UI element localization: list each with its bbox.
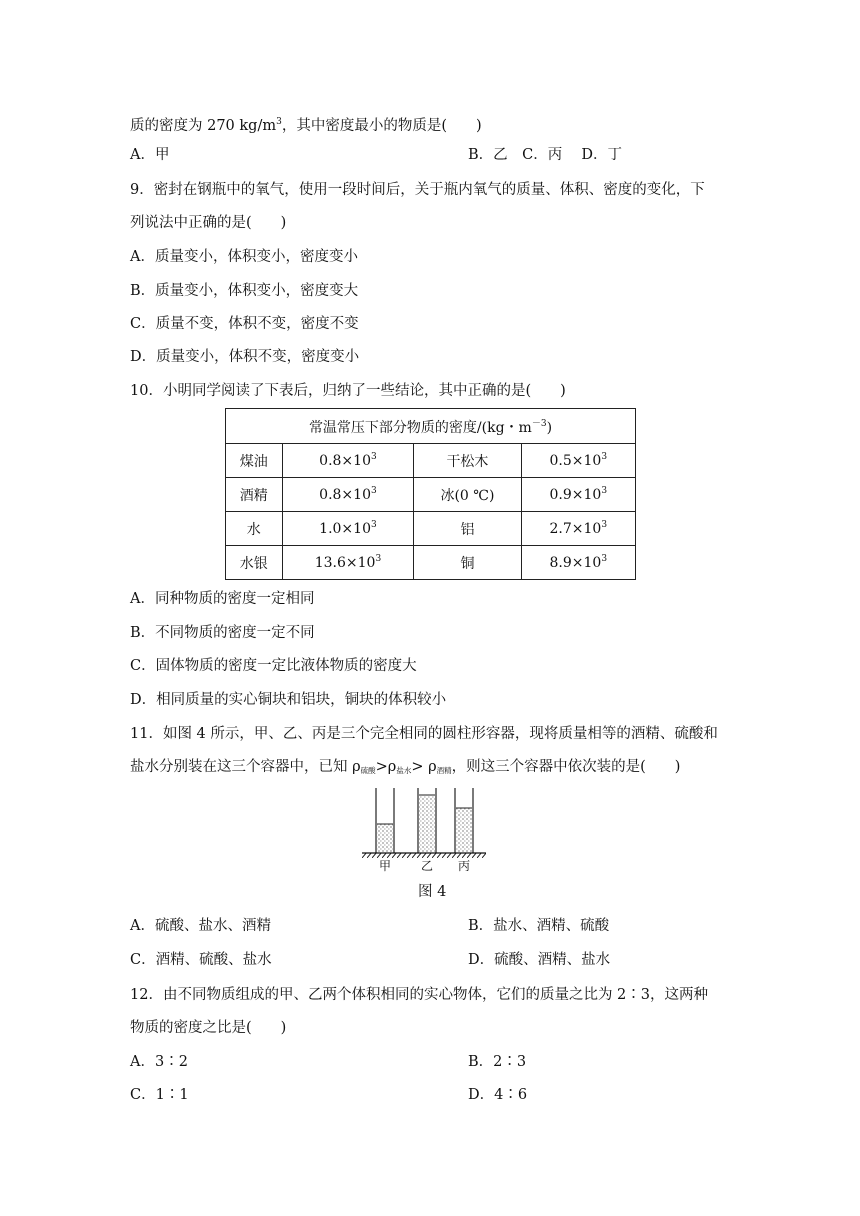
density-value: $2.7\times 10^3$: [521, 512, 635, 546]
q12-stem-line1: 12．由不同物质组成的甲、乙两个体积相同的实心物体，它们的质量之比为 2∶3，这两种: [130, 987, 709, 1003]
table-row: [226, 444, 636, 478]
q11-stem-line1: 11．如图 4 所示，甲、乙、丙是三个完全相同的圆柱形容器，现将质量相等的酒精、硫酸和: [130, 726, 718, 742]
q12-stem-line2: 物质的密度之比是( ): [130, 1020, 287, 1036]
density-table: [225, 408, 636, 580]
density-value: $0.8\times 10^3$: [282, 478, 414, 512]
q9-option-a: A．质量变小，体积变小，密度变小: [130, 249, 358, 265]
q9-option-c: C．质量不变，体积不变，密度不变: [130, 316, 359, 332]
q10-option-a: A．同种物质的密度一定相同: [130, 591, 315, 607]
density-value: $13.6\times 10^3$: [282, 546, 414, 580]
q11-option-a: A．硫酸、盐水、酒精: [130, 918, 271, 934]
q8-stem-continuation: 质的密度为 270 $kg/m^3$，其中密度最小的物质是( ): [130, 117, 482, 134]
q12-option-a: A．3∶2: [130, 1054, 188, 1070]
q12-option-d: D．4∶6: [468, 1087, 528, 1103]
q8-options-bcd: B．乙 C．丙 D．丁: [468, 147, 622, 163]
q11-option-d: D．硫酸、酒精、盐水: [468, 952, 611, 968]
q10-option-b: B．不同物质的密度一定不同: [130, 625, 315, 641]
q9-stem-line1: 9．密封在钢瓶中的氧气，使用一段时间后，关于瓶内氧气的质量、体积、密度的变化，下: [130, 182, 705, 198]
density-table-title: 常温常压下部分物质的密度/(kg・$m^{-3}$): [226, 409, 636, 444]
q11-stem-line2: 盐水分别装在这三个容器中，已知 $\rho_{硫酸}>\rho_{盐水}> \rho_{酒精}$，则这三个容器中依次装的是( ): [130, 759, 681, 775]
q9-option-d: D．质量变小，体积不变，密度变小: [130, 349, 360, 365]
q11-option-c: C．酒精、硫酸、盐水: [130, 952, 272, 968]
substance-name: 酒精: [226, 478, 283, 512]
substance-name: 煤油: [226, 444, 283, 478]
table-row: [226, 546, 636, 580]
table-row: [226, 512, 636, 546]
density-value: $0.5\times 10^3$: [521, 444, 635, 478]
q11-option-b: B．盐水、酒精、硫酸: [468, 918, 610, 934]
q12-option-b: B．2∶3: [468, 1054, 527, 1070]
q10-stem: 10．小明同学阅读了下表后，归纳了一些结论，其中正确的是( ): [130, 383, 566, 399]
q8-option-a: A．甲: [130, 147, 170, 163]
density-value: $0.8\times 10^3$: [282, 444, 414, 478]
density-value: $8.9\times 10^3$: [521, 546, 635, 580]
substance-name: 水: [226, 512, 283, 546]
substance-name: 铝: [414, 512, 521, 546]
ground-hatching: [362, 853, 486, 858]
substance-name: 水银: [226, 546, 283, 580]
table-row: [226, 478, 636, 512]
q10-option-c: C．固体物质的密度一定比液体物质的密度大: [130, 658, 417, 674]
container-yi: [418, 788, 436, 853]
label-bing: 丙: [457, 859, 471, 873]
density-value: $1.0\times 10^3$: [282, 512, 414, 546]
label-yi: 乙: [420, 859, 434, 873]
three-containers-figure: [362, 786, 492, 874]
container-bing: [455, 788, 473, 853]
figure-caption: 图 4: [418, 884, 447, 900]
q10-option-d: D．相同质量的实心铜块和铝块，铜块的体积较小: [130, 692, 447, 708]
q9-option-b: B．质量变小，体积变小，密度变大: [130, 283, 359, 299]
substance-name: 干松木: [414, 444, 521, 478]
substance-name: 冰(0 ℃): [414, 478, 521, 512]
substance-name: 铜: [414, 546, 521, 580]
density-value: $0.9\times 10^3$: [521, 478, 635, 512]
label-jia: 甲: [378, 859, 392, 873]
q9-stem-line2: 列说法中正确的是( ): [130, 215, 287, 231]
container-jia: [376, 788, 394, 853]
q12-option-c: C．1∶1: [130, 1087, 189, 1103]
